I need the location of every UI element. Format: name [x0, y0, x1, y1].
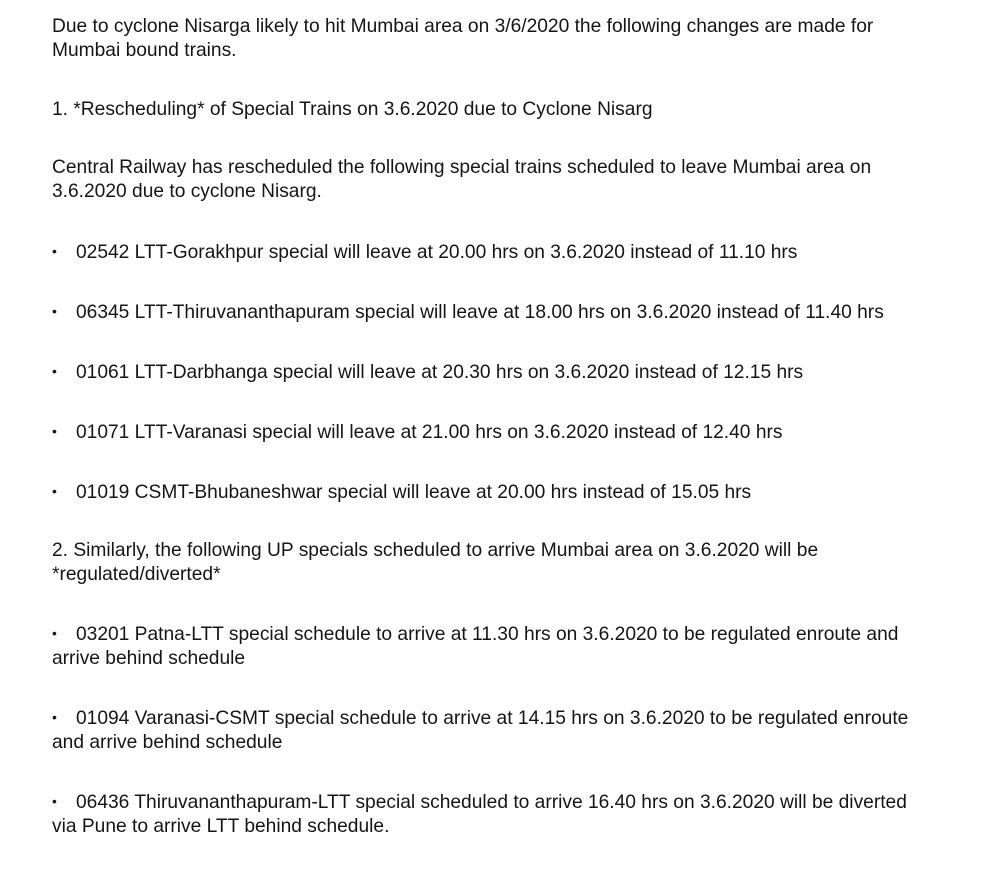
bullet-icon: •	[52, 363, 57, 379]
list-item-text: 06436 Thiruvananthapuram-LTT special scheduled to arrive 16.40 hrs on 3.6.2020 will be diverted via Pune to arrive LTT behind schedule.	[52, 792, 907, 837]
bullet-icon: •	[52, 303, 57, 319]
list-item	[52, 621, 932, 671]
bullet-icon: •	[52, 423, 57, 439]
list-item-text: 02542 LTT-Gorakhpur special will leave at 20.00 hrs on 3.6.2020 instead of 11.10 hrs	[76, 242, 798, 263]
list-item	[52, 705, 932, 755]
list-item-text: 01071 LTT-Varanasi special will leave at 21.00 hrs on 3.6.2020 instead of 12.40 hrs	[76, 422, 783, 443]
list-item-text: 06345 LTT-Thiruvananthapuram special will leave at 18.00 hrs on 3.6.2020 instead of 11.40 hrs	[76, 302, 884, 323]
list-item-text: 03201 Patna-LTT special schedule to arrive at 11.30 hrs on 3.6.2020 to be regulated enroute and arrive behind schedule	[52, 624, 899, 669]
list-item-text: 01094 Varanasi-CSMT special schedule to arrive at 14.15 hrs on 3.6.2020 to be regulated enroute and arrive behind schedule	[52, 708, 909, 753]
list-item	[52, 239, 932, 265]
list-item	[52, 299, 932, 325]
section-2-heading: 2. Similarly, the following UP specials scheduled to arrive Mumbai area on 3.6.2020 will be *regulated/diverted*	[52, 540, 819, 585]
bullet-icon: •	[52, 793, 57, 809]
section-1-heading: 1. *Rescheduling* of Special Trains on 3.6.2020 due to Cyclone Nisarg	[52, 99, 653, 120]
list-item-text: 01019 CSMT-Bhubaneshwar special will leave at 20.00 hrs instead of 15.05 hrs	[76, 482, 752, 503]
intro-paragraph: Due to cyclone Nisarga likely to hit Mumbai area on 3/6/2020 the following changes are made for Mumbai bound trains.	[52, 16, 874, 61]
list-item-text: 01061 LTT-Darbhanga special will leave at 20.30 hrs on 3.6.2020 instead of 12.15 hrs	[76, 362, 804, 383]
bullet-icon: •	[52, 625, 57, 641]
list-item	[52, 419, 932, 445]
section-1-lead: Central Railway has rescheduled the following special trains scheduled to leave Mumbai area on 3.6.2020 due to cyclone Nisarg.	[52, 157, 872, 202]
list-item	[52, 789, 932, 839]
list-item	[52, 479, 932, 505]
list-item	[52, 359, 932, 385]
bullet-icon: •	[52, 243, 57, 259]
bullet-icon: •	[52, 709, 57, 725]
bullet-icon: •	[52, 483, 57, 499]
document-body	[52, 15, 932, 839]
